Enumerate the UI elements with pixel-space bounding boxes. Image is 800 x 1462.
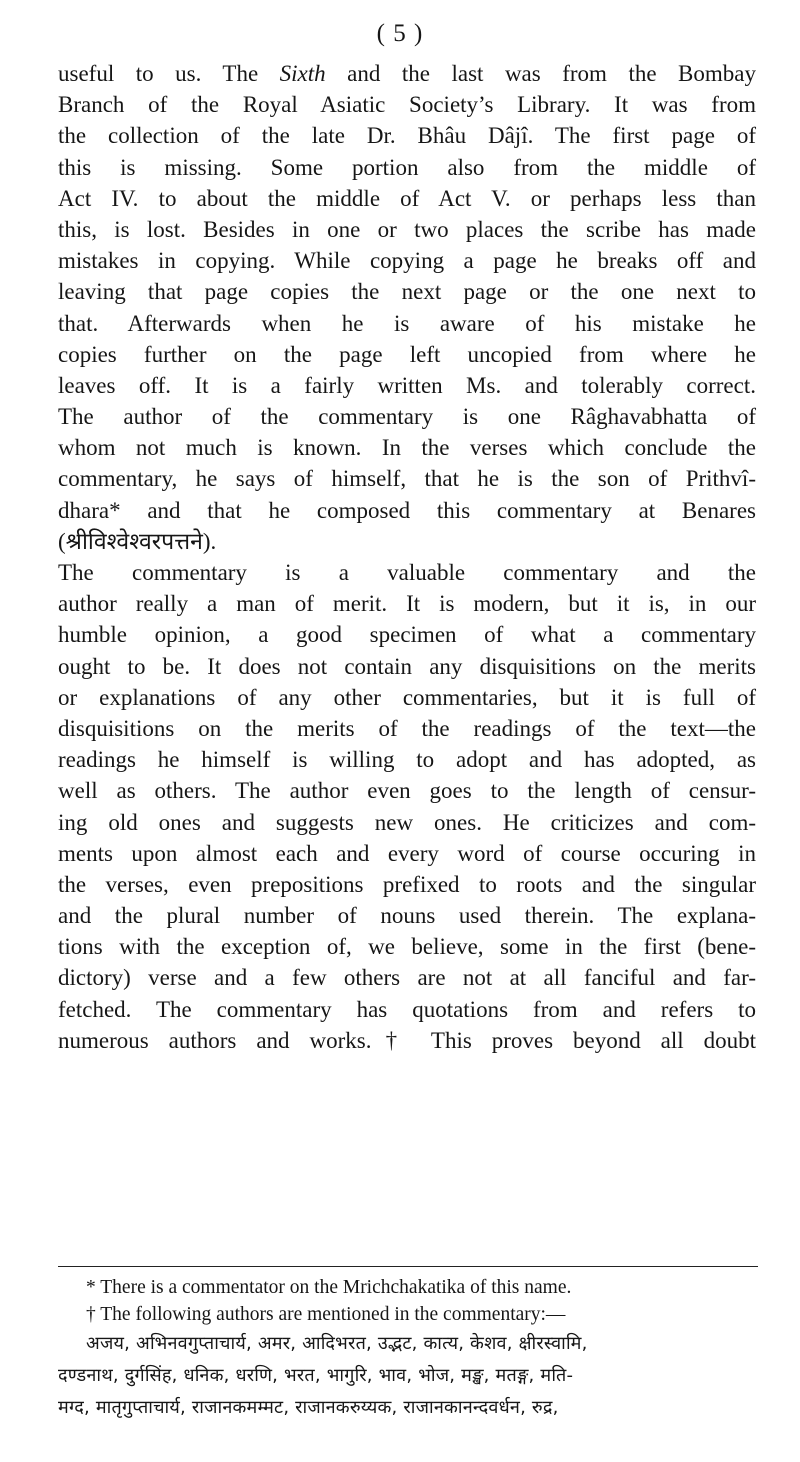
body-line: mistakes in copying. While copying a page he breaks off and [58,248,756,274]
body-line: tions with the exception of, we believe, some in the first (bene- [58,934,756,960]
footnote-dagger: † The following authors are mentioned in the commentary:— [86,1304,566,1325]
footnotes [58,1274,756,1424]
body-line: leaving that page copies the next page or the one next to [58,279,756,305]
sanskrit-line: दण्डनाथ, दुर्गसिंह, धनिक, धरणि, भरत, भागुरि, भाव, भोज, मङ्ख, मतङ्ग, मति- [58,1365,574,1386]
body-line: leaves off. It is a fairly written Ms. and tolerably correct. [58,372,756,398]
body-line: ing old ones and suggests new ones. He criticizes and com- [58,809,756,835]
body-line: fetched. The commentary has quotations from and refers to [58,996,756,1022]
body-line: humble opinion, a good specimen of what a commentary [58,622,756,648]
body-line: the verses, even prepositions prefixed to roots and the singular [58,871,756,897]
body-line-1 [58,58,756,89]
body-line: dhara* and that he composed this commentary at Benares [58,497,756,523]
sixth-italic: Sixth [279,61,326,86]
body-line-1-lead: useful to us. The [58,61,280,86]
body-line: numerous authors and works.† This proves beyond all doubt [58,1027,756,1053]
body-line: this, is lost. Besides in one or two places the scribe has made [58,216,756,242]
body-line: or explanations of any other commentaries, but it is full of [58,684,756,710]
body-line: that. Afterwards when he is aware of his mistake he [58,310,756,336]
footnote-star: * There is a commentator on the Mrichchakatika of this name. [86,1277,572,1298]
body-line: The author of the commentary is one Râghavabhatta of [58,404,756,430]
body-line: this is missing. Some portion also from the middle of [58,154,756,180]
body-line-1-rest: and the last was from the Bombay [325,61,756,86]
body-line: dictory) verse and a few others are not at all fanciful and far- [58,965,756,991]
sanskrit-line: अजय, अभिनवगुप्ताचार्य, अमर, आदिभरत, उद्भट, कात्य, केशव, क्षीरस्वामि, [86,1333,588,1354]
body-line: The commentary is a valuable commentary and the [58,560,756,585]
sanskrit-line: मग्द, मातृगुप्ताचार्य, राजानकमम्मट, राजानकरुय्यक, राजानकानन्दवर्धन, रुद्र, [58,1397,559,1418]
body-line: disquisitions on the merits of the readings of the text—the [58,715,756,741]
body-line: well as others. The author even goes to the length of censur- [58,778,756,804]
body-line: author really a man of merit. It is modern, but it is, in our [58,591,756,617]
body-line: and the plural number of nouns used therein. The explana- [58,903,756,929]
body-line: Act IV. to about the middle of Act V. or perhaps less than [58,185,756,211]
body-line: copies further on the page left uncopied from where he [58,341,756,367]
body-line: whom not much is known. In the verses which conclude the [58,435,756,461]
body-line: readings he himself is willing to adopt and has adopted, as [58,747,756,773]
footnote-divider [58,1266,758,1267]
body-line: (श्रीविश्वेश्वरपत्तने). [58,528,217,554]
body-line: Branch of the Royal Asiatic Society’s Library. It was from [58,92,756,118]
page-number: ( 5 ) [376,20,424,47]
body-line: the collection of the late Dr. Bhâu Dâjî. The first page of [58,123,756,149]
body-line: commentary, he says of himself, that he is the son of Prithvî- [58,466,756,492]
body-line: ought to be. It does not contain any disquisitions on the merits [58,653,756,679]
body-text [58,58,756,1056]
body-line: ments upon almost each and every word of course occuring in [58,840,756,866]
